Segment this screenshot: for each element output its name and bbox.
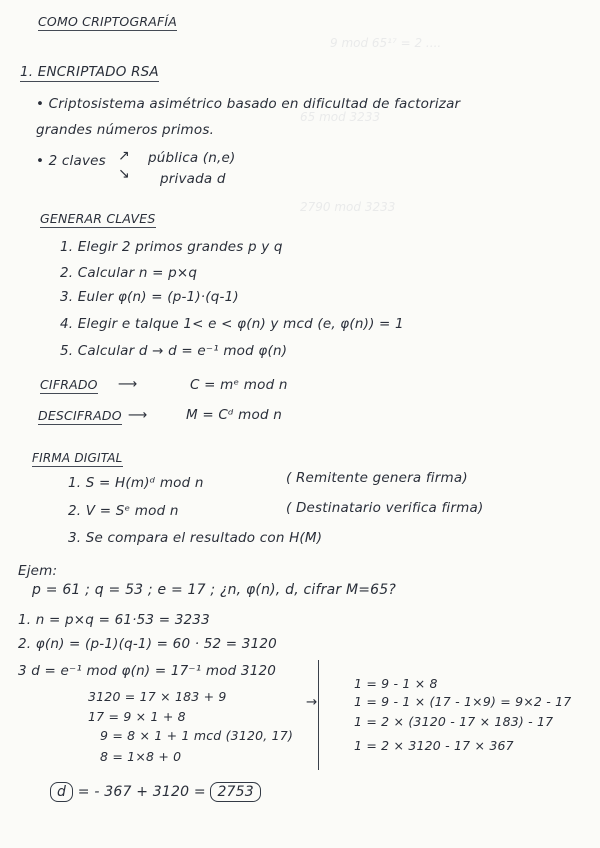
- step-item: 5. Calcular d → d = e⁻¹ mod φ(n): [60, 343, 288, 359]
- rsa-description: • Criptosistema asimétrico basado en dificultad de factorizar: [36, 96, 461, 112]
- section-heading-generate-keys: GENERAR CLAVES: [40, 211, 156, 226]
- firma-note: ( Remitente genera firma): [286, 470, 468, 486]
- firma-step: 3. Se compara el resultado con H(M): [68, 530, 323, 546]
- euclid-line: 9 = 8 × 1 + 1 mcd (3120, 17): [100, 728, 294, 743]
- step-item: 4. Elegir e talque 1< e < φ(n) y mcd (e, φ(n)) = 1: [60, 316, 404, 332]
- back-substitution-line: 1 = 9 - 1 × (17 - 1×9) = 9×2 - 17: [354, 694, 572, 709]
- example-step: 1. n = p×q = 61·53 = 3233: [18, 612, 210, 628]
- d-label-box: d: [50, 782, 73, 802]
- example-params: p = 61 ; q = 53 ; e = 17 ; ¿n, φ(n), d, cifrar M=65?: [32, 582, 397, 598]
- euclid-line: 17 = 9 × 1 + 8: [88, 709, 186, 724]
- brace-arrow-icon: ↗: [118, 148, 130, 164]
- final-result: [50, 784, 261, 800]
- section-heading-rsa: 1. ENCRIPTADO RSA: [20, 64, 159, 80]
- brace-arrow-icon: ↘: [118, 166, 130, 182]
- descifrado-label: DESCIFRADO: [38, 408, 122, 423]
- rsa-description-cont: grandes números primos.: [36, 122, 215, 138]
- private-key: privada d: [160, 171, 226, 187]
- descifrado-formula: M = Cᵈ mod n: [186, 407, 282, 423]
- euclid-line: 3120 = 17 × 183 + 9: [88, 689, 227, 704]
- arrow-icon: ⟶: [118, 376, 138, 392]
- step-item: 1. Elegir 2 primos grandes p y q: [60, 239, 283, 255]
- firma-step: 1. S = H(m)ᵈ mod n: [68, 475, 204, 491]
- public-key: pública (n,e): [148, 150, 236, 166]
- example-step: 2. φ(n) = (p-1)(q-1) = 60 · 52 = 3120: [18, 636, 277, 652]
- final-expression: = - 367 + 3120 =: [77, 784, 206, 800]
- bleed-through-text: 9 mod 65¹⁷ = 2 ....: [330, 36, 442, 50]
- firma-step: 2. V = Sᵉ mod n: [68, 503, 179, 519]
- firma-note: ( Destinatario verifica firma): [286, 500, 484, 516]
- example-step: 3 d = e⁻¹ mod φ(n) = 17⁻¹ mod 3120: [18, 663, 277, 679]
- step-item: 3. Euler φ(n) = (p-1)·(q-1): [60, 289, 239, 305]
- bleed-through-text: 65 mod 3233: [300, 110, 381, 124]
- example-label: Ejem:: [18, 563, 58, 579]
- page-title: COMO CRIPTOGRAFÍA: [38, 14, 178, 29]
- cifrado-formula: C = mᵉ mod n: [190, 377, 288, 393]
- section-heading-firma: FIRMA DIGITAL: [32, 451, 123, 465]
- divider-line: [318, 660, 319, 770]
- back-substitution-line: 1 = 2 × (3120 - 17 × 183) - 17: [354, 714, 554, 729]
- step-item: 2. Calcular n = p×q: [60, 265, 198, 281]
- keys-bullet: • 2 claves: [36, 153, 106, 169]
- bleed-through-text: 2790 mod 3233: [300, 200, 396, 214]
- euclid-line: 8 = 1×8 + 0: [100, 749, 182, 764]
- back-substitution-line: 1 = 2 × 3120 - 17 × 367: [354, 738, 514, 753]
- result-box: 2753: [210, 782, 260, 802]
- arrow-icon: ⟶: [128, 407, 148, 423]
- cifrado-label: CIFRADO: [40, 377, 98, 392]
- back-substitution-line: 1 = 9 - 1 × 8: [354, 676, 438, 691]
- arrow-icon: →: [306, 694, 318, 710]
